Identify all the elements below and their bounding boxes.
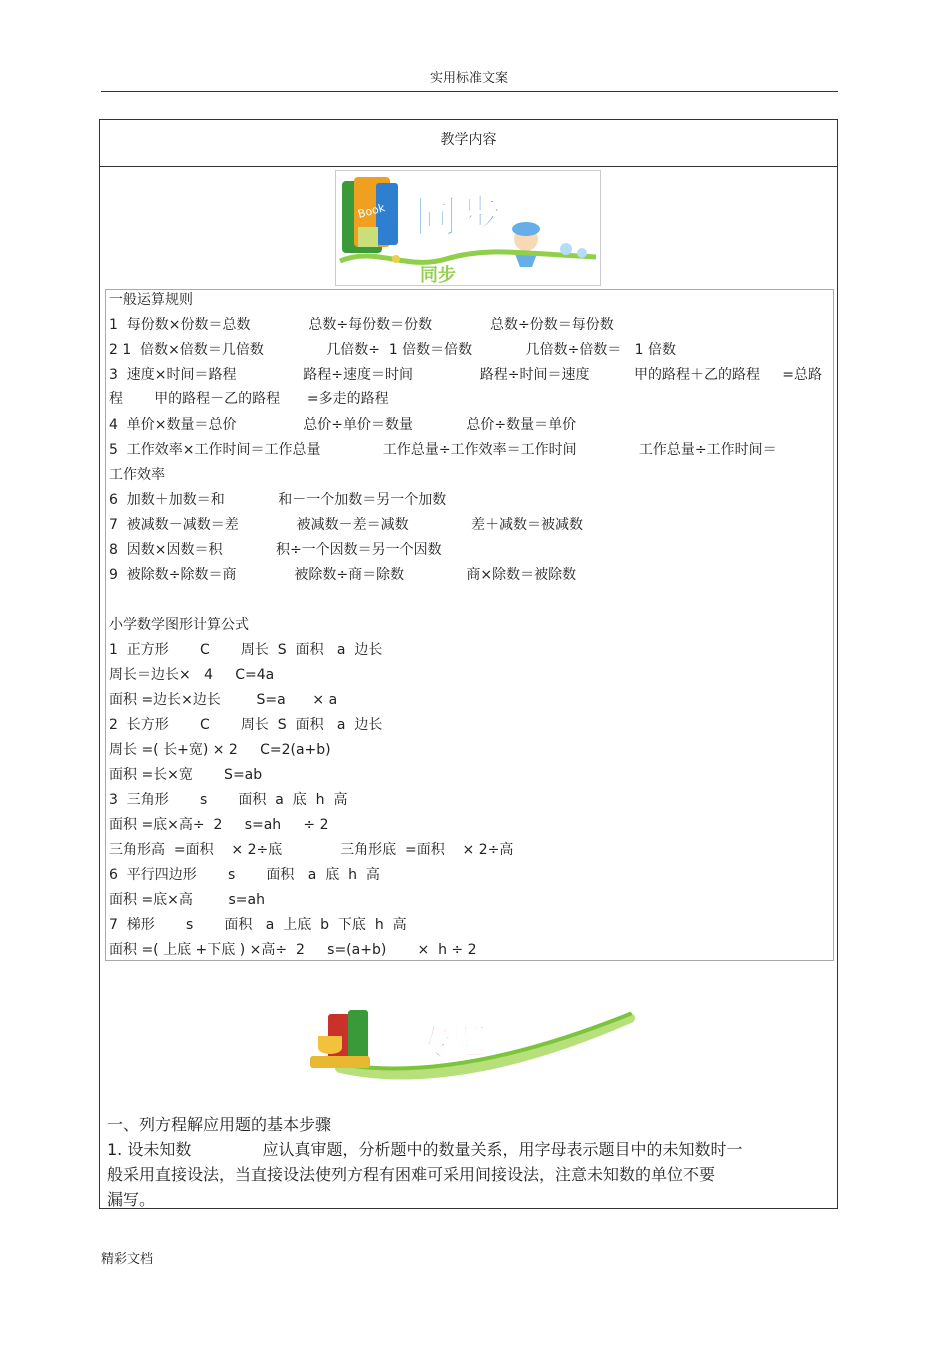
topic-banner — [300, 996, 635, 1096]
rule-line: 2 1 倍数×倍数＝几倍数 几倍数÷ 1 倍数＝倍数 几倍数÷倍数＝ 1 倍数 — [109, 342, 677, 358]
sync-banner — [335, 170, 601, 286]
sync-banner-graphic — [336, 171, 600, 285]
formula-box — [105, 289, 834, 961]
formula-line: 面积 =长×宽 S=ab — [109, 767, 263, 783]
formula-line: 2 长方形 C 周长 S 面积 a 边长 — [109, 717, 383, 733]
formula-line: 面积 =( 上底 +下底 ) ×高÷ 2 s=(a+b) × h ÷ 2 — [109, 942, 477, 958]
formula-line: 面积 =边长×边长 S=a × a — [109, 692, 338, 708]
section-line: 漏写。 — [107, 1190, 156, 1209]
topic-banner-graphic — [300, 996, 635, 1096]
rule-line: 7 被减数－减数＝差 被减数－差＝减数 差＋减数＝被减数 — [109, 517, 583, 533]
rule-line: 程 甲的路程－乙的路程 =多走的路程 — [109, 391, 389, 407]
page-footer: 精彩文档 — [101, 1252, 154, 1267]
topic-title: 专题 — [418, 1023, 486, 1063]
content-table — [99, 119, 838, 1209]
rule-line: 5 工作效率×工作时间＝工作总量 工作总量÷工作效率＝工作时间 工作总量÷工作时间＝ — [109, 442, 777, 458]
formula-line: 面积 =底×高÷ 2 s=ah ÷ 2 — [109, 817, 329, 833]
formula-line: 周长＝边长× 4 C=4a — [109, 667, 275, 683]
formula-line: 周长 =( 长+宽) × 2 C=2(a+b) — [109, 742, 331, 758]
header-rule — [101, 91, 838, 92]
section-title: 一、列方程解应用题的基本步骤 — [107, 1115, 332, 1134]
rule-line: 4 单价×数量＝总价 总价÷单价＝数量 总价÷数量＝单价 — [109, 417, 577, 433]
formula-line: 1 正方形 C 周长 S 面积 a 边长 — [109, 642, 383, 658]
section-line: 1. 设未知数 应认真审题，分析题中的数量关系，用字母表示题目中的未知数时一 — [107, 1140, 743, 1159]
sync-subtext: 同步 — [420, 265, 456, 285]
section-line: 般采用直接设法，当直接设法使列方程有困难可采用间接设法，注意未知数的单位不要 — [107, 1165, 716, 1184]
rule-line: 1 每份数×份数＝总数 总数÷每份数＝份数 总数÷份数＝每份数 — [109, 317, 614, 333]
rule-line: 6 加数＋加数＝和 和－一个加数＝另一个加数 — [109, 492, 447, 508]
formula-line: 三角形高 =面积 × 2÷底 三角形底 =面积 × 2÷高 — [109, 842, 514, 858]
formula-line: 6 平行四边形 s 面积 a 底 h 高 — [109, 867, 380, 883]
book-label: Book — [356, 201, 387, 221]
rule-line: 3 速度×时间＝路程 路程÷速度＝时间 路程÷时间＝速度 甲的路程＋乙的路程 =总路 — [109, 367, 822, 383]
formulas-heading: 小学数学图形计算公式 — [109, 617, 249, 633]
rule-line: 9 被除数÷除数＝商 被除数÷商＝除数 商×除数＝被除数 — [109, 567, 577, 583]
table-title: 教学内容 — [100, 120, 837, 167]
rules-heading: 一般运算规则 — [109, 292, 193, 308]
page-header: 实用标准文案 — [429, 71, 508, 86]
sync-title: 同步 — [414, 191, 502, 242]
formula-line: 7 梯形 s 面积 a 上底 b 下底 h 高 — [109, 917, 407, 933]
rule-line: 8 因数×因数＝积 积÷一个因数＝另一个因数 — [109, 542, 442, 558]
rule-line: 工作效率 — [109, 467, 165, 483]
formula-line: 面积 =底×高 s=ah — [109, 892, 265, 908]
formula-line: 3 三角形 s 面积 a 底 h 高 — [109, 792, 348, 808]
